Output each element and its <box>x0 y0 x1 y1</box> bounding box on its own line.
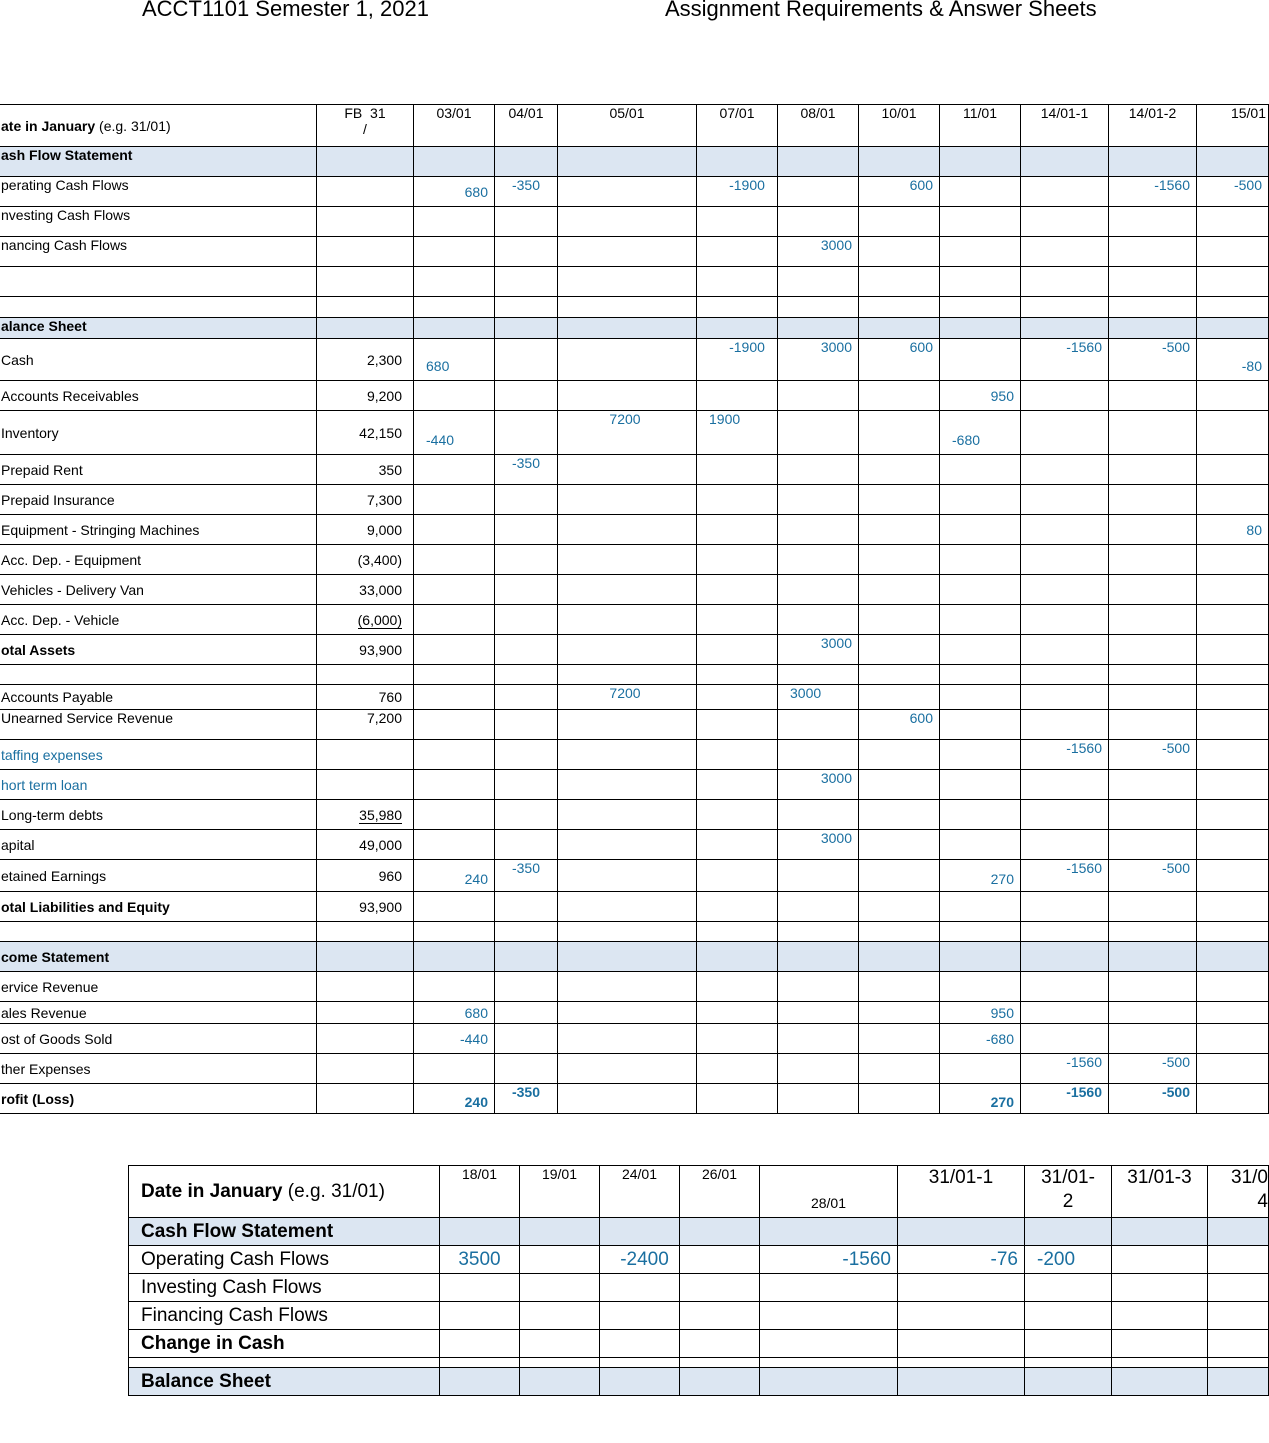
section-title: ash Flow Statement <box>0 147 317 177</box>
cell-value: -1560 <box>1021 740 1109 770</box>
table-row <box>0 635 1269 665</box>
cell-value: 7200 <box>558 411 697 455</box>
fb-value: 960 <box>317 860 414 892</box>
row-label: Change in Cash <box>129 1330 440 1358</box>
table-row <box>0 665 1269 685</box>
cell-value: -680 <box>940 411 1021 455</box>
cell-value: -500 <box>1109 860 1197 892</box>
date-col: 31/01- 2 <box>1025 1166 1112 1218</box>
cell-value: 600 <box>859 177 940 207</box>
row-label: Unearned Service Revenue <box>0 710 317 740</box>
row-label: otal Liabilities and Equity <box>0 892 317 922</box>
row-label: ervice Revenue <box>0 972 317 1002</box>
date-col: 08/01 <box>778 105 859 147</box>
cell-value: -1900 <box>697 177 778 207</box>
table-row <box>0 830 1269 860</box>
table-row <box>129 1274 1269 1302</box>
cell-value: -500 <box>1197 177 1269 207</box>
row-label: Prepaid Insurance <box>0 485 317 515</box>
row-label: ost of Goods Sold <box>0 1024 317 1054</box>
fb-value: 9,200 <box>317 381 414 411</box>
cell-value: -440 <box>414 411 495 455</box>
table-row <box>0 381 1269 411</box>
fb-value <box>317 605 414 635</box>
row-label: hort term loan <box>0 770 317 800</box>
section-row <box>0 942 1269 972</box>
section-title: alance Sheet <box>0 318 317 339</box>
cell-value: 3000 <box>778 237 859 267</box>
row-label: apital <box>0 830 317 860</box>
table-row <box>0 1054 1269 1084</box>
section-title: Cash Flow Statement <box>129 1218 440 1246</box>
table-row <box>0 411 1269 455</box>
row-label: Accounts Receivables <box>0 381 317 411</box>
date-col: 05/01 <box>558 105 697 147</box>
date-header-bold: Date in January <box>141 1180 283 1202</box>
course-title: ACCT1101 Semester 1, 2021 <box>142 0 429 21</box>
table-row <box>0 455 1269 485</box>
date-header-row <box>0 105 1269 147</box>
cell-value: 680 <box>414 177 495 207</box>
table-row <box>0 685 1269 710</box>
table-row <box>0 267 1269 297</box>
date-col: 11/01 <box>940 105 1021 147</box>
transactions-table-1 <box>0 104 1269 1114</box>
date-header-label <box>129 1166 440 1218</box>
row-label: ales Revenue <box>0 1002 317 1024</box>
fb-value: 33,000 <box>317 575 414 605</box>
cell-value: 680 <box>414 1002 495 1024</box>
table-row <box>0 207 1269 237</box>
cell-value: -1560 <box>1021 339 1109 381</box>
fb-value: 350 <box>317 455 414 485</box>
fb-value: 93,900 <box>317 892 414 922</box>
date-col: 10/01 <box>859 105 940 147</box>
table-row <box>0 770 1269 800</box>
fb-value-text: (6,000) <box>357 611 402 628</box>
fb-value: 9,000 <box>317 515 414 545</box>
row-label: nvesting Cash Flows <box>0 207 317 237</box>
row-label: Long-term debts <box>0 800 317 830</box>
cell-value: 1900 <box>697 411 778 455</box>
section-row <box>129 1368 1269 1396</box>
cell-value: -350 <box>495 455 558 485</box>
date-header-label <box>0 105 317 147</box>
cell-value: -1560 <box>1021 860 1109 892</box>
table-row <box>0 972 1269 1002</box>
fb-value: 7,300 <box>317 485 414 515</box>
date-col: 31/0 4 <box>1208 1166 1269 1218</box>
row-label: Accounts Payable <box>0 685 317 710</box>
date-col: 24/01 <box>600 1166 680 1218</box>
cell-value: 240 <box>414 1084 495 1114</box>
date-header-row <box>129 1166 1269 1218</box>
cell-value: 3000 <box>778 339 859 381</box>
cell-value: 950 <box>940 381 1021 411</box>
date-header-hint: (e.g. 31/01) <box>282 1180 385 1202</box>
table-row <box>0 575 1269 605</box>
table-row <box>0 1084 1269 1114</box>
table-row <box>0 860 1269 892</box>
fb-value: 93,900 <box>317 635 414 665</box>
fb-value: 760 <box>317 685 414 710</box>
cell-value: -2400 <box>600 1246 680 1274</box>
cell-value: 3500 <box>440 1246 520 1274</box>
section-title: come Statement <box>0 942 317 972</box>
date-col: 31/01-3 <box>1112 1166 1208 1218</box>
cell-value: -76 <box>898 1246 1025 1274</box>
fb-value <box>317 800 414 830</box>
table-row <box>129 1246 1269 1274</box>
cell-value: 3000 <box>778 830 859 860</box>
row-label: rofit (Loss) <box>0 1084 317 1114</box>
cell-value: -1560 <box>1109 177 1197 207</box>
cell-value: -1900 <box>697 339 778 381</box>
cell-value: -500 <box>1109 740 1197 770</box>
table-row <box>129 1358 1269 1368</box>
table-row <box>0 710 1269 740</box>
row-label: Acc. Dep. - Equipment <box>0 545 317 575</box>
section-row <box>0 147 1269 177</box>
fb-value: 49,000 <box>317 830 414 860</box>
cell-value: -350 <box>495 177 558 207</box>
fb-value: 2,300 <box>317 339 414 381</box>
row-label: Investing Cash Flows <box>129 1274 440 1302</box>
date-col: 19/01 <box>520 1166 600 1218</box>
cell-value: 600 <box>859 339 940 381</box>
table-row <box>0 297 1269 318</box>
table-row <box>0 237 1269 267</box>
table-row <box>0 485 1269 515</box>
cell-value: 3000 <box>778 635 859 665</box>
table-row <box>0 800 1269 830</box>
table-row <box>129 1330 1269 1358</box>
fb-value: 7,200 <box>317 710 414 740</box>
table-row <box>0 177 1269 207</box>
cell-value: -1560 <box>1021 1084 1109 1114</box>
cell-value: 240 <box>414 860 495 892</box>
row-label: taffing expenses <box>0 740 317 770</box>
date-col: 15/01 <box>1197 105 1269 147</box>
date-col: 28/01 <box>760 1166 898 1218</box>
date-col: 04/01 <box>495 105 558 147</box>
fb-value: 42,150 <box>317 411 414 455</box>
cell-value: 680 <box>414 339 495 381</box>
table-row <box>0 892 1269 922</box>
date-col: 31/01-1 <box>898 1166 1025 1218</box>
date-col: 14/01-1 <box>1021 105 1109 147</box>
table-row <box>0 922 1269 942</box>
cell-value: 7200 <box>558 685 697 710</box>
cell-value: 3000 <box>778 685 859 710</box>
fb-header: FB 31 / <box>317 105 414 147</box>
date-col: 07/01 <box>697 105 778 147</box>
fb-value: (3,400) <box>317 545 414 575</box>
cell-value: -500 <box>1109 339 1197 381</box>
cell-value: -440 <box>414 1024 495 1054</box>
cell-value: -350 <box>495 1084 558 1114</box>
table-row <box>0 740 1269 770</box>
table-row <box>129 1302 1269 1330</box>
row-label: Prepaid Rent <box>0 455 317 485</box>
row-label: nancing Cash Flows <box>0 237 317 267</box>
cell-value: 270 <box>940 860 1021 892</box>
row-label: ther Expenses <box>0 1054 317 1084</box>
row-label: etained Earnings <box>0 860 317 892</box>
date-col: 03/01 <box>414 105 495 147</box>
row-label: otal Assets <box>0 635 317 665</box>
cell-value: 270 <box>940 1084 1021 1114</box>
row-label: Acc. Dep. - Vehicle <box>0 605 317 635</box>
cell-value: 600 <box>859 710 940 740</box>
transactions-table-2 <box>128 1165 1269 1396</box>
cell-value: 950 <box>940 1002 1021 1024</box>
date-header-bold: ate in January <box>1 117 96 134</box>
table-row <box>0 515 1269 545</box>
date-col: 26/01 <box>680 1166 760 1218</box>
document-title: Assignment Requirements & Answer Sheets <box>665 0 1097 21</box>
table-row <box>0 1024 1269 1054</box>
row-label: Inventory <box>0 411 317 455</box>
section-row <box>0 318 1269 339</box>
cell-value: -200 <box>1025 1246 1112 1274</box>
row-label: Vehicles - Delivery Van <box>0 575 317 605</box>
row-label: Operating Cash Flows <box>129 1246 440 1274</box>
table-row <box>0 339 1269 381</box>
cell-value: -500 <box>1109 1084 1197 1114</box>
cell-value: -680 <box>940 1024 1021 1054</box>
cell-value: -1560 <box>760 1246 898 1274</box>
row-label: Equipment - Stringing Machines <box>0 515 317 545</box>
table-row <box>0 545 1269 575</box>
cell-value: -500 <box>1109 1054 1197 1084</box>
date-col: 14/01-2 <box>1109 105 1197 147</box>
date-header-hint: (e.g. 31/01) <box>95 117 171 134</box>
row-label: perating Cash Flows <box>0 177 317 207</box>
table-row <box>0 605 1269 635</box>
row-label: Cash <box>0 339 317 381</box>
cell-value: 3000 <box>778 770 859 800</box>
fb-value-text: 35,980 <box>359 806 402 823</box>
cell-value: 80 <box>1197 515 1269 545</box>
section-row <box>129 1218 1269 1246</box>
table-row <box>0 1002 1269 1024</box>
cell-value: -80 <box>1197 339 1269 381</box>
section-title: Balance Sheet <box>129 1368 440 1396</box>
cell-value: -1560 <box>1021 1054 1109 1084</box>
row-label: Financing Cash Flows <box>129 1302 440 1330</box>
date-col: 18/01 <box>440 1166 520 1218</box>
cell-value: -350 <box>495 860 558 892</box>
